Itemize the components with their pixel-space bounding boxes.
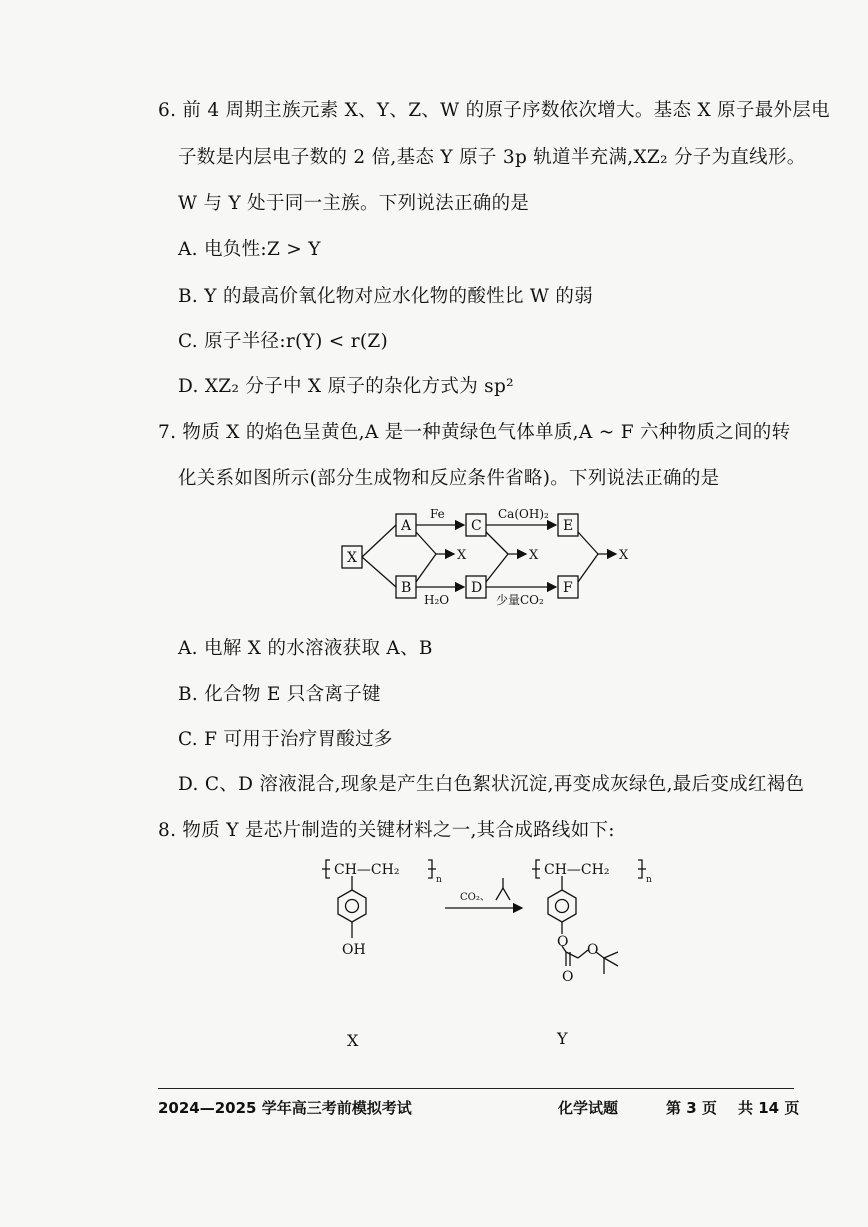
diagram-out-x-3: X	[619, 548, 629, 563]
footer-subject: 化学试题	[558, 1099, 619, 1117]
conversion-diagram	[330, 498, 650, 608]
q6-option-a: A. 电负性:Z > Y	[178, 239, 321, 260]
diagram-b-label: B	[401, 580, 412, 596]
q7-option-d: D. C、D 溶液混合,现象是产生白色絮状沉淀,再变成灰绿色,最后变成红褐色	[178, 774, 805, 795]
diagram-caoh2-label: Ca(OH)₂	[498, 507, 549, 521]
diagram-f-label: F	[563, 580, 573, 596]
polymer-y-text: CH—CH₂	[544, 862, 610, 878]
ester-oxygen-1: O	[557, 934, 569, 950]
q6-stem-line-1: 6. 前 4 周期主族元素 X、Y、Z、W 的原子序数依次增大。基态 X 原子最外层电	[158, 100, 830, 121]
polymer-y-n: n	[646, 875, 652, 885]
ester-oxygen-2: O	[587, 942, 599, 958]
diagram-out-x-1: X	[457, 548, 467, 563]
compound-y-label: Y	[557, 1029, 568, 1048]
footer-divider	[158, 1088, 794, 1089]
diagram-d-label: D	[471, 580, 483, 596]
q7-stem-line-1: 7. 物质 X 的焰色呈黄色,A 是一种黄绿色气体单质,A ~ F 六种物质之间的转	[158, 422, 791, 443]
carbonyl-oxygen: O	[562, 969, 574, 985]
q6-option-b: B. Y 的最高价氧化物对应水化物的酸性比 W 的弱	[178, 286, 594, 307]
isobutylene-icon	[496, 888, 510, 900]
footer-exam-name: 2024—2025 学年高三考前模拟考试	[158, 1099, 412, 1117]
diagram-out-x-2: X	[529, 548, 539, 563]
diagram-fe-label: Fe	[430, 507, 445, 521]
diagram-e-label: E	[563, 518, 574, 534]
reagent-label: CO₂、	[460, 892, 490, 903]
hydroxyl-label: OH	[342, 942, 366, 958]
q8-stem-line-1: 8. 物质 Y 是芯片制造的关键材料之一,其合成路线如下:	[158, 820, 615, 841]
diagram-co2-label: 少量CO₂	[496, 593, 544, 607]
footer-page-number: 第 3 页	[666, 1099, 717, 1117]
compound-x-label: X	[347, 1031, 359, 1050]
diagram-c-label: C	[471, 518, 482, 534]
q6-option-d: D. XZ₂ 分子中 X 原子的杂化方式为 sp²	[178, 376, 514, 397]
polymer-x-text: CH—CH₂	[334, 862, 400, 878]
diagram-a-label: A	[401, 518, 412, 534]
benzene-ring-x	[338, 890, 366, 922]
diagram-h2o-label: H₂O	[424, 593, 450, 607]
polymer-x-n: n	[436, 875, 442, 885]
q7-option-a: A. 电解 X 的水溶液获取 A、B	[178, 638, 433, 659]
footer-total-pages: 共 14 页	[738, 1099, 800, 1117]
q7-stem-line-2: 化关系如图所示(部分生成物和反应条件省略)。下列说法正确的是	[178, 468, 720, 489]
q7-option-b: B. 化合物 E 只含离子键	[178, 684, 381, 705]
benzene-ring-y	[548, 890, 576, 922]
diagram-x-label: X	[347, 550, 357, 566]
synthesis-route	[300, 848, 680, 1058]
q6-stem-line-2: 子数是内层电子数的 2 倍,基态 Y 原子 3p 轨道半充满,XZ₂ 分子为直线形。	[178, 147, 806, 168]
q6-stem-line-3: W 与 Y 处于同一主族。下列说法正确的是	[178, 193, 530, 214]
q6-option-c: C. 原子半径:r(Y) < r(Z)	[178, 331, 389, 352]
q7-option-c: C. F 可用于治疗胃酸过多	[178, 729, 393, 750]
